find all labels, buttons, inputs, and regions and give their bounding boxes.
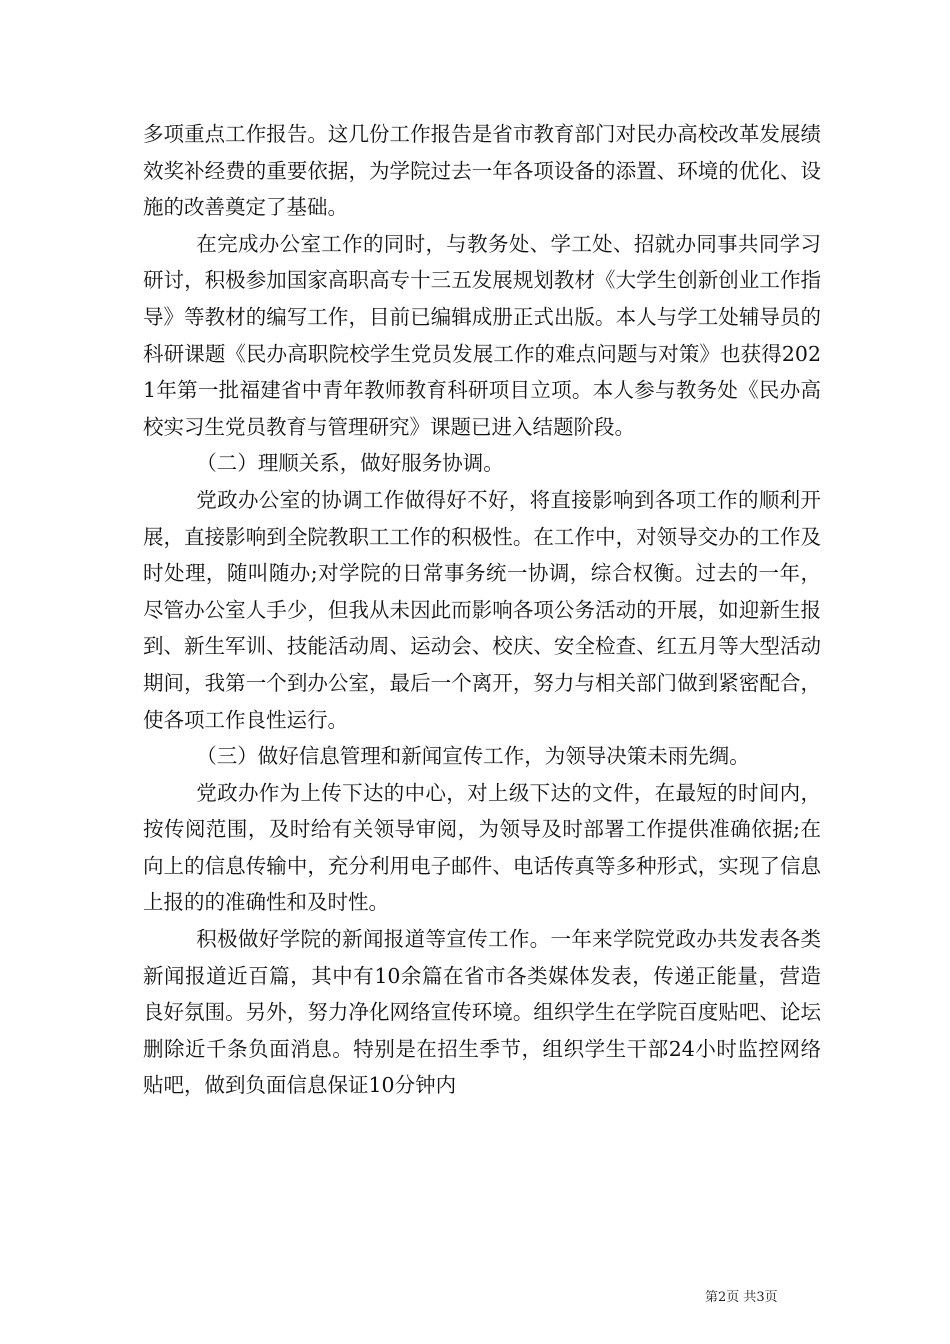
paragraph-coordination: 党政办公室的协调工作做得好不好，将直接影响到各项工作的顺利开展，直接影响到全院教职工工作的积极性。在工作中，对领导交办的工作及时处理，随叫随办;对学院的日常事务统一协调，综合权衡。过去的一年，尽管办公室人手少，但我从未因此而影响各项公务活动的开展，如迎新生报到、新生军训、技能活动周、运动会、校庆、安全检查、红五月等大型活动期间，我第一个到办公室，最后一个离开，努力与相关部门做到紧密配合，使各项工作良性运行。 [143,487,821,732]
paragraph-information: 党政办作为上传下达的中心，对上级下达的文件，在最短的时间内，按传阅范围，及时给有关领导审阅，为领导及时部署工作提供准确依据;在向上的信息传输中，充分利用电子邮件、电话传真等多种形式，实现了信息上报的的准确性和及时性。 [143,780,821,915]
paragraph-textbook-research: 在完成办公室工作的同时，与教务处、学工处、招就办同事共同学习研讨，积极参加国家高职高专十三五发展规划教材《大学生创新创业工作指导》等教材的编写工作，目前已编辑成册正式出版。本人与学工处辅导员的科研课题《民办高职院校学生党员发展工作的难点问题与对策》也获得2021年第一批福建省中青年教师教育科研项目立项。本人参与教务处《民办高校实习生党员教育与管理研究》课题已进入结题阶段。 [143,231,821,439]
section-heading-coordination: （二）理顺关系，做好服务协调。 [196,451,504,476]
document-body [143,116,821,1104]
paragraph-continuation: 多项重点工作报告。这几份工作报告是省市教育部门对民办高校改革发展绩效奖补经费的重要依据，为学院过去一年各项设备的添置、环境的优化、设施的改善奠定了基础。 [143,122,821,220]
paragraph-news: 积极做好学院的新闻报道等宣传工作。一年来学院党政办共发表各类新闻报道近百篇，其中有10余篇在省市各类媒体发表，传递正能量，营造良好氛围。另外，努力净化网络宣传环境。组织学生在学院百度贴吧、论坛删除近千条负面消息。特别是在招生季节，组织学生干部24小时监控网络贴吧，做到负面信息保证10分钟内 [143,927,821,1098]
section-heading-information: （三）做好信息管理和新闻宣传工作，为领导决策未雨先绸。 [196,744,750,769]
page-number-footer: 第2页 共3页 [705,1290,778,1305]
